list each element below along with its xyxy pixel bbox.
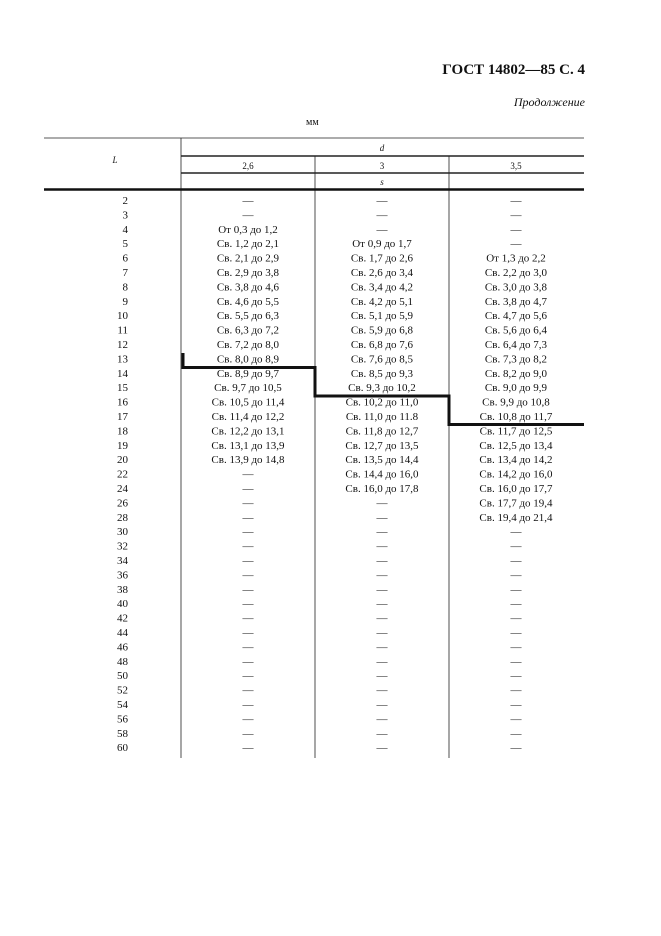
cell-c2: Св. 11,8 до 12,7 [345, 425, 419, 438]
cell-c1: — [242, 699, 254, 711]
cell-c2: Св. 11,0 до 11.8 [345, 411, 419, 423]
table-row [123, 267, 548, 279]
cell-c2: Св. 12,7 до 13,5 [345, 439, 419, 452]
cell-c2: Св. 14,4 до 16,0 [345, 468, 419, 481]
cell-c2: — [376, 627, 388, 639]
cell-c1: — [242, 526, 254, 539]
row-label-L: 6 [122, 252, 128, 265]
cell-c2: — [376, 699, 388, 711]
table-row [117, 382, 548, 394]
row-label-L: 26 [117, 497, 128, 510]
cell-c2: — [376, 670, 388, 683]
cell-c1: Св. 8,0 до 8,9 [216, 353, 280, 366]
cell-c2: — [376, 727, 388, 740]
column-header-2: 3 [379, 161, 385, 171]
cell-c3: — [510, 699, 522, 711]
table-row [117, 670, 523, 682]
cell-c2: — [376, 598, 388, 611]
table-row [117, 425, 553, 437]
cell-c1: — [242, 209, 254, 222]
row-label-L: 46 [117, 641, 128, 654]
row-label-L: 9 [122, 295, 128, 308]
row-label-L: 7 [122, 267, 128, 279]
table-row [117, 397, 550, 409]
table-row [117, 325, 547, 337]
cell-c1: — [242, 540, 254, 553]
cell-c1: Св. 3,8 до 4,6 [216, 281, 280, 294]
row-label-L: 20 [117, 454, 128, 467]
cell-c3: — [510, 612, 522, 625]
table-row [117, 555, 523, 567]
table-row [123, 253, 546, 265]
cell-c2: От 0,9 до 1,7 [352, 238, 412, 251]
cell-c3: Св. 4,7 до 5,6 [484, 310, 548, 323]
cell-c2: — [376, 526, 388, 539]
row-label-L: 48 [117, 655, 128, 668]
table-row [117, 656, 523, 668]
row-label-L: 12 [117, 339, 128, 351]
cell-c2: Св. 16,0 до 17,8 [345, 483, 419, 495]
cell-c3: — [510, 598, 522, 611]
cell-c3: Св. 8,2 до 9,0 [484, 367, 548, 380]
table-row [123, 209, 523, 221]
table-row [123, 195, 523, 207]
cell-c3: — [510, 555, 522, 567]
cell-c1: Св. 2,1 до 2,9 [216, 252, 280, 265]
table-row [117, 742, 523, 754]
row-label-L: 50 [117, 670, 128, 683]
cell-c1: — [242, 627, 254, 639]
table-row [117, 598, 523, 610]
cell-c1: Св. 6,3 до 7,2 [216, 324, 280, 337]
cell-c1: Св. 9,7 до 10,5 [214, 382, 282, 395]
row-label-L: 40 [117, 598, 128, 611]
group-header-d: d [379, 143, 385, 153]
cell-c2: — [376, 655, 388, 668]
row-label-L: 19 [117, 439, 128, 452]
table-row [117, 454, 553, 466]
row-label-L: 36 [117, 569, 128, 582]
cell-c1: — [242, 583, 254, 596]
cell-c3: Св. 16,0 до 17,7 [479, 483, 553, 495]
cell-c3: — [510, 727, 522, 740]
cell-c2: — [376, 742, 388, 755]
cell-c1: — [242, 497, 254, 510]
cell-c2: Св. 9,3 до 10,2 [348, 382, 416, 395]
cell-c3: — [510, 641, 522, 654]
table-row [117, 526, 523, 538]
table-row [117, 713, 523, 725]
row-label-L: 16 [117, 396, 128, 409]
cell-c3: — [510, 526, 522, 539]
cell-c2: Св. 13,5 до 14,4 [345, 454, 419, 467]
cell-c1: Св. 4,6 до 5,5 [216, 295, 280, 308]
cell-c1: Св. 7,2 до 8,0 [216, 339, 280, 351]
cell-c3: Св. 14,2 до 16,0 [479, 468, 553, 481]
cell-c1: — [242, 468, 254, 481]
cell-c2: — [376, 684, 388, 697]
cell-c1: — [242, 483, 254, 495]
cell-c2: — [376, 497, 388, 510]
cell-c1: — [242, 727, 254, 740]
cell-c1: Св. 1,2 до 2,1 [216, 238, 280, 251]
table-row [117, 641, 523, 653]
page-header-title: ГОСТ 14802—85 С. 4 [442, 62, 585, 78]
cell-c3: — [510, 670, 522, 683]
cell-c1: От 0,3 до 1,2 [218, 223, 278, 236]
cell-c1: Св. 12,2 до 13,1 [211, 425, 285, 438]
cell-c1: — [242, 684, 254, 697]
row-label-L: 5 [122, 238, 128, 251]
row-label-L: 3 [122, 209, 128, 222]
cell-c3: От 1,3 до 2,2 [486, 252, 546, 265]
row-label-L: 17 [117, 411, 128, 423]
table-row [117, 339, 548, 351]
column-header-3: 3,5 [510, 161, 522, 171]
row-label-L: 38 [117, 583, 128, 596]
cell-c3: — [510, 583, 522, 596]
cell-c2: — [376, 540, 388, 553]
row-label-L: 54 [117, 699, 128, 711]
row-label-L: 34 [117, 555, 128, 567]
column-header-1: 2,6 [242, 161, 254, 171]
cell-c3: Св. 9,9 до 10,8 [482, 396, 550, 409]
row-label-L: 28 [117, 511, 128, 524]
cell-c3: Св. 12,5 до 13,4 [479, 439, 553, 452]
row-label-L: 56 [117, 713, 128, 726]
cell-c3: — [510, 195, 522, 207]
table-row [117, 469, 553, 481]
cell-c2: — [376, 641, 388, 654]
cell-c2: Св. 3,4 до 4,2 [350, 281, 414, 294]
cell-c3: Св. 19,4 до 21,4 [479, 511, 553, 524]
group-header-s: s [380, 177, 384, 187]
cell-c3: Св. 3,8 до 4,7 [484, 295, 548, 308]
cell-c1: — [242, 612, 254, 625]
cell-c3: Св. 9,0 до 9,9 [484, 382, 548, 395]
cell-c1: — [242, 670, 254, 683]
table-row [117, 613, 523, 625]
cell-c3: — [510, 684, 522, 697]
table-row [117, 483, 553, 495]
cell-c3: — [510, 627, 522, 639]
cell-c3: Св. 2,2 до 3,0 [484, 267, 548, 279]
cell-c2: Св. 2,6 до 3,4 [350, 267, 414, 279]
cell-c2: Св. 4,2 до 5,1 [350, 295, 414, 308]
cell-c1: — [242, 195, 254, 207]
cell-c3: Св. 10,8 до 11,7 [479, 411, 553, 423]
cell-c1: — [242, 598, 254, 611]
cell-c3: Св. 5,6 до 6,4 [484, 324, 548, 337]
row-label-L: 14 [117, 367, 128, 380]
row-label-L: 24 [117, 483, 128, 495]
cell-c1: — [242, 742, 254, 755]
cell-c2: Св. 7,6 до 8,5 [350, 353, 414, 366]
table-row [117, 699, 523, 711]
table-row [117, 411, 553, 423]
units-label: мм [306, 117, 319, 128]
cell-c2: Св. 6,8 до 7,6 [350, 339, 414, 351]
cell-c2: — [376, 569, 388, 582]
row-label-L: 52 [117, 684, 128, 697]
cell-c3: — [510, 655, 522, 668]
table-row [123, 296, 548, 308]
cell-c1: — [242, 713, 254, 726]
cell-c1: — [242, 555, 254, 567]
table-row [117, 541, 523, 553]
row-label-L: 30 [117, 526, 128, 539]
cell-c2: Св. 10,2 до 11,0 [345, 396, 419, 409]
row-label-L: 42 [117, 612, 128, 625]
cell-c1: — [242, 511, 254, 524]
cell-c1: Св. 13,1 до 13,9 [211, 439, 285, 452]
cell-c2: Св. 8,5 до 9,3 [350, 367, 414, 380]
cell-c3: — [510, 569, 522, 582]
cell-c2: Св. 5,1 до 5,9 [350, 310, 414, 323]
cell-c3: Св. 7,3 до 8,2 [484, 353, 548, 366]
cell-c3: — [510, 209, 522, 222]
cell-c1: Св. 8,9 до 9,7 [216, 367, 280, 380]
cell-c3: — [510, 540, 522, 553]
cell-c2: — [376, 583, 388, 596]
cell-c1: Св. 2,9 до 3,8 [216, 267, 280, 279]
row-label-L: 11 [117, 324, 128, 337]
cell-c2: — [376, 209, 388, 222]
table-row [123, 281, 548, 293]
row-header-L: L [112, 155, 118, 165]
cell-c3: Св. 13,4 до 14,2 [479, 454, 553, 467]
row-label-L: 44 [117, 627, 128, 639]
row-label-L: 13 [117, 353, 128, 366]
cell-c2: — [376, 195, 388, 207]
cell-c1: Св. 5,5 до 6,3 [216, 310, 280, 323]
cell-c2: — [376, 223, 388, 236]
cell-c1: Св. 11,4 до 12,2 [211, 411, 285, 423]
row-label-L: 18 [117, 425, 128, 438]
cell-c3: — [510, 223, 522, 236]
cell-c2: — [376, 612, 388, 625]
table-row [117, 584, 523, 596]
table-row [117, 497, 553, 509]
cell-c3: — [510, 742, 522, 755]
table-row [117, 310, 548, 322]
cell-c1: Св. 10,5 до 11,4 [211, 396, 285, 409]
table-row [123, 238, 523, 250]
cell-c3: Св. 3,0 до 3,8 [484, 281, 548, 294]
table-row [117, 627, 523, 639]
cell-c2: — [376, 555, 388, 567]
row-label-L: 2 [122, 195, 128, 207]
row-label-L: 22 [117, 468, 128, 481]
cell-c1: — [242, 655, 254, 668]
row-label-L: 8 [122, 281, 128, 294]
cell-c3: — [510, 713, 522, 726]
row-label-L: 60 [117, 742, 128, 755]
row-label-L: 58 [117, 727, 128, 740]
row-label-L: 32 [117, 540, 128, 553]
cell-c1: — [242, 641, 254, 654]
cell-c3: — [510, 238, 522, 251]
cell-c2: — [376, 511, 388, 524]
cell-c1: Св. 13,9 до 14,8 [211, 454, 285, 467]
cell-c2: — [376, 713, 388, 726]
table-row [117, 440, 553, 452]
cell-c1: — [242, 569, 254, 582]
cell-c3: Св. 17,7 до 19,4 [479, 497, 553, 510]
cell-c2: Св. 5,9 до 6,8 [350, 324, 414, 337]
table-row [117, 728, 523, 740]
table-row [117, 685, 523, 697]
cell-c2: Св. 1,7 до 2,6 [350, 252, 414, 265]
table-row [117, 569, 523, 581]
cell-c3: Св. 11,7 до 12,5 [479, 425, 553, 438]
table-row [117, 512, 553, 524]
table-row [117, 368, 548, 380]
row-label-L: 10 [117, 310, 128, 323]
row-label-L: 15 [117, 382, 128, 395]
row-label-L: 4 [122, 223, 128, 236]
table-body [117, 195, 553, 754]
cell-c3: Св. 6,4 до 7,3 [484, 339, 548, 351]
continuation-label: Продолжение [513, 95, 585, 109]
table-row [123, 224, 523, 236]
